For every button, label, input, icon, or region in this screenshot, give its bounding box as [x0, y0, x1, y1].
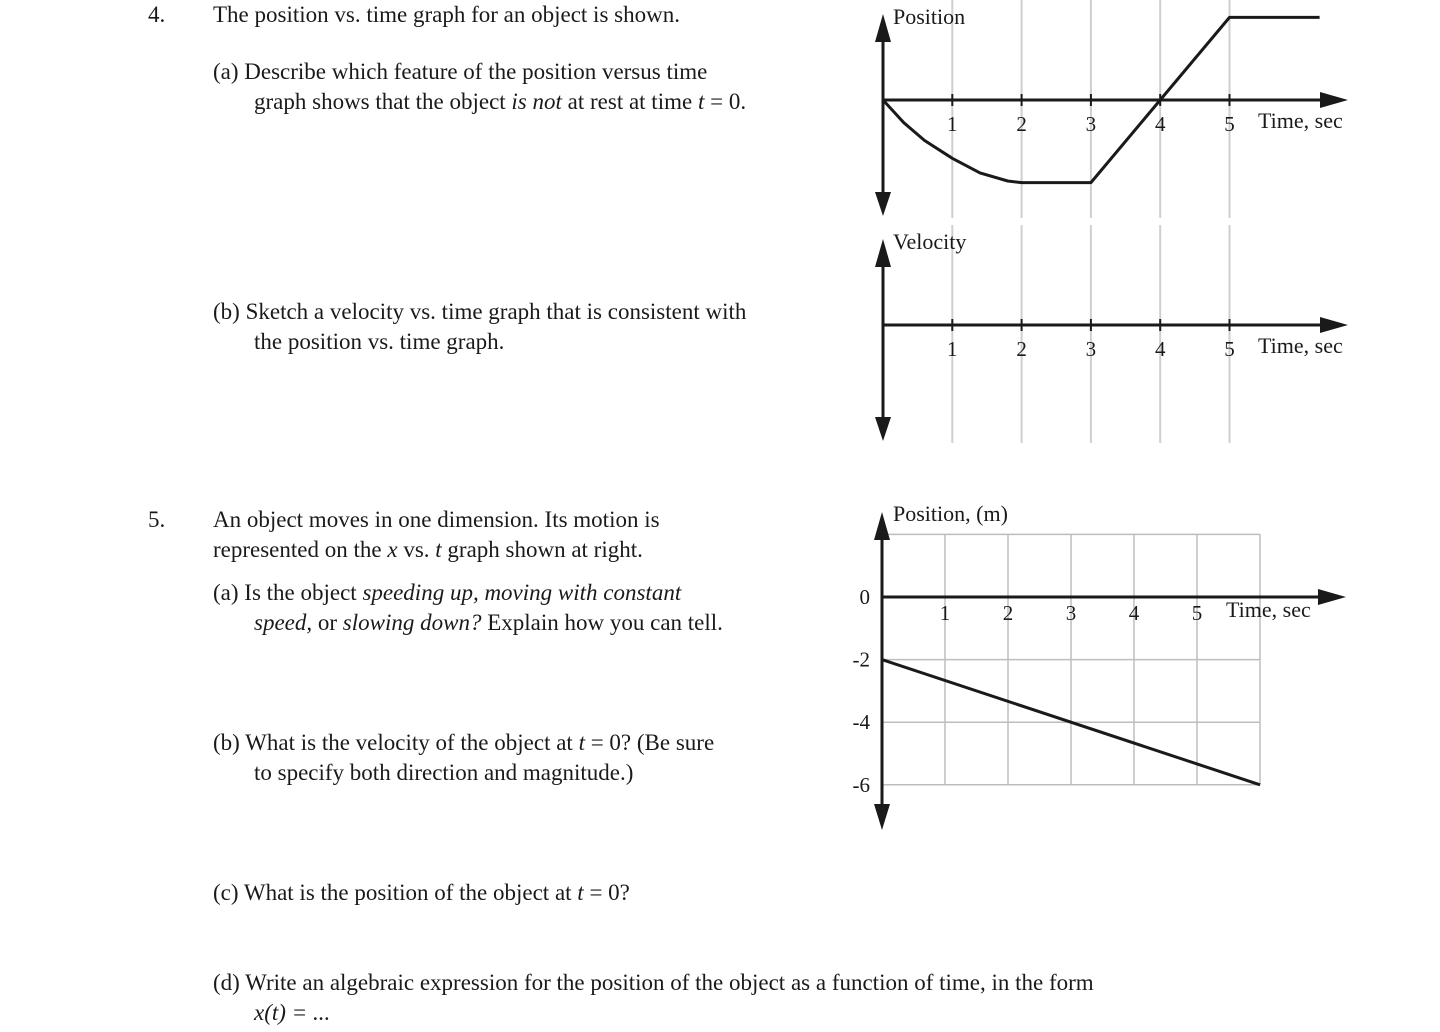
x-tick-label-1: 1 — [939, 601, 951, 625]
y-axis-arrow-up — [875, 239, 891, 267]
x-axis-label: Time, sec — [1258, 333, 1343, 358]
x-axis-label: Time, sec — [1226, 597, 1311, 622]
y-tick-label-0: 0 — [859, 585, 870, 609]
question-5b: (b) What is the velocity of the object at t = 0? (Be sure to specify both direction and magnitude.) — [213, 730, 715, 785]
x-tick-label-5: 5 — [1224, 337, 1235, 361]
y-axis-arrow-down — [875, 417, 891, 441]
y-axis-arrow-down — [874, 804, 890, 830]
x-tick-label-2: 2 — [1002, 601, 1014, 625]
y-axis-label: Position, (m) — [893, 501, 1008, 526]
velocity-time-graph — [860, 225, 1360, 450]
x-tick-label-1: 1 — [947, 112, 958, 136]
x-tick-label-2: 2 — [1016, 112, 1027, 136]
x-tick-label-2: 2 — [1016, 337, 1027, 361]
y-axis-label: Velocity — [893, 229, 967, 254]
x-axis-label: Time, sec — [1258, 108, 1343, 133]
y-axis-arrow-down — [875, 192, 891, 216]
x-tick-label-3: 3 — [1065, 601, 1077, 625]
x-vs-t-graph — [840, 500, 1360, 840]
x-axis-arrow — [1320, 317, 1348, 333]
position-time-graph — [860, 0, 1360, 225]
y-axis-arrow-up — [875, 14, 891, 42]
x-axis-arrow — [1318, 589, 1346, 605]
x-tick-label-4: 4 — [1154, 112, 1166, 136]
x-tick-label-4: 4 — [1128, 601, 1140, 625]
y-axis-arrow-up — [874, 512, 890, 540]
x-tick-label-3: 3 — [1085, 112, 1097, 136]
question-5a: (a) Is the object speeding up, moving with constant speed, or slowing down? Explain how you can tell. — [213, 580, 723, 635]
question-5-number: 5. — [148, 507, 166, 532]
question-5-stem: An object moves in one dimension. Its motion is represented on the x vs. t graph shown at right. — [213, 507, 660, 562]
question-5d: (d) Write an algebraic expression for the position of the object as a function of time, in the form x(t) = ... — [213, 970, 1094, 1025]
question-4-stem: The position vs. time graph for an object is shown. — [213, 2, 680, 27]
question-4b: (b) Sketch a velocity vs. time graph that is consistent with the position vs. time graph. — [213, 299, 747, 354]
question-4a: (a) Describe which feature of the position versus time graph shows that the object is not at rest at time t = 0. — [213, 59, 747, 114]
y-axis-label: Position — [893, 4, 966, 29]
x-tick-label-4: 4 — [1154, 337, 1166, 361]
x-tick-label-1: 1 — [947, 337, 958, 361]
x-tick-label-5: 5 — [1191, 601, 1203, 625]
y-tick-label--4: -4 — [852, 710, 870, 735]
x-tick-label-5: 5 — [1224, 112, 1235, 136]
x-tick-label-3: 3 — [1085, 337, 1097, 361]
question-4-number: 4. — [148, 2, 166, 27]
question-5c: (c) What is the position of the object at t = 0? — [213, 880, 630, 905]
y-tick-label--2: -2 — [852, 647, 870, 672]
y-tick-label--6: -6 — [852, 772, 870, 797]
x-axis-arrow — [1320, 92, 1348, 108]
